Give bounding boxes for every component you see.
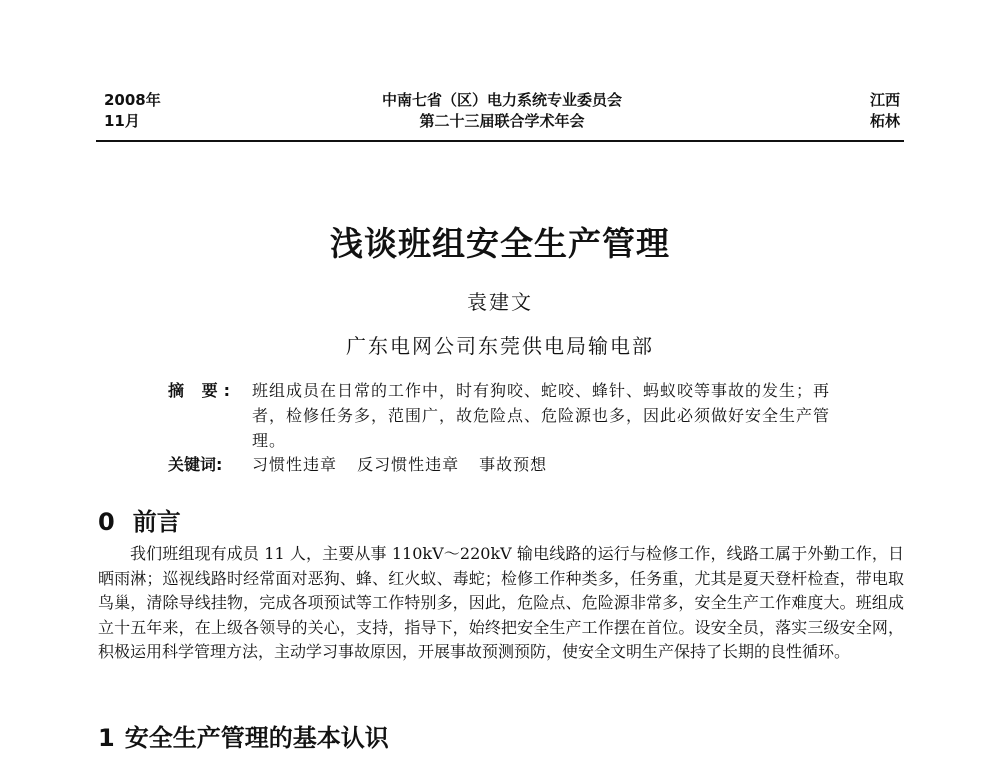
section-title: 安全生产管理的基本认识 bbox=[124, 724, 389, 752]
abstract-text: 班组成员在日常的工作中，时有狗咬、蛇咬、蜂针、蚂蚁咬等事故的发生；再者，检修任务多，范围广，故危险点、危险源也多，因此必须做好安全生产管理。 bbox=[252, 381, 831, 450]
author-name: 袁建文 bbox=[467, 290, 533, 314]
body-paragraph: 我们班组现有成员 11 人，主要从事 110kV～220kV 输电线路的运行与检修工作，线路工属于外勤工作，日晒雨淋；巡视线路时经常面对恶狗、蜂、红火蚁、毒蛇；检修工作种类多，任务重，尤其是夏天登杆检查，带电取鸟巢，清除导线挂物，完成各项预试等工作特别多，因此，危险点、危险源非常多，安全生产工作难度大。班组成立十五年来，在上级各领导的关心，支持，指导下，始终把安全生产工作摆在首位。设安全员，落实三级安全网，积极运用科学管理方法，主动学习事故原因，开展事故预测预防，使安全文明生产保持了长期的良性循环。 bbox=[98, 544, 904, 661]
header-meeting: 第二十三届联合学术年会 bbox=[419, 112, 585, 130]
section-heading-0 bbox=[98, 502, 181, 537]
running-header bbox=[104, 90, 900, 140]
header-location bbox=[870, 90, 900, 132]
header-divider bbox=[96, 140, 904, 142]
keywords-text: 习惯性违章 反习惯性违章 事故预想 bbox=[252, 455, 548, 474]
section-heading-1 bbox=[98, 718, 389, 753]
section-title: 前言 bbox=[132, 508, 181, 536]
abstract-label: 摘 要: bbox=[168, 381, 236, 400]
header-year: 2008年 bbox=[104, 91, 161, 109]
author-affiliation: 广东电网公司东莞供电局输电部 bbox=[346, 334, 654, 358]
keywords-label: 关键词: bbox=[168, 455, 223, 474]
header-town: 柘林 bbox=[869, 112, 900, 130]
header-month: 11月 bbox=[104, 112, 140, 130]
header-committee: 中南七省（区）电力系统专业委员会 bbox=[381, 91, 622, 109]
section-number: 0 bbox=[98, 508, 115, 536]
header-province: 江西 bbox=[869, 91, 900, 109]
paper-title: 浅谈班组安全生产管理 bbox=[330, 224, 670, 263]
section-number: 1 bbox=[98, 724, 115, 752]
header-conference bbox=[104, 90, 900, 132]
